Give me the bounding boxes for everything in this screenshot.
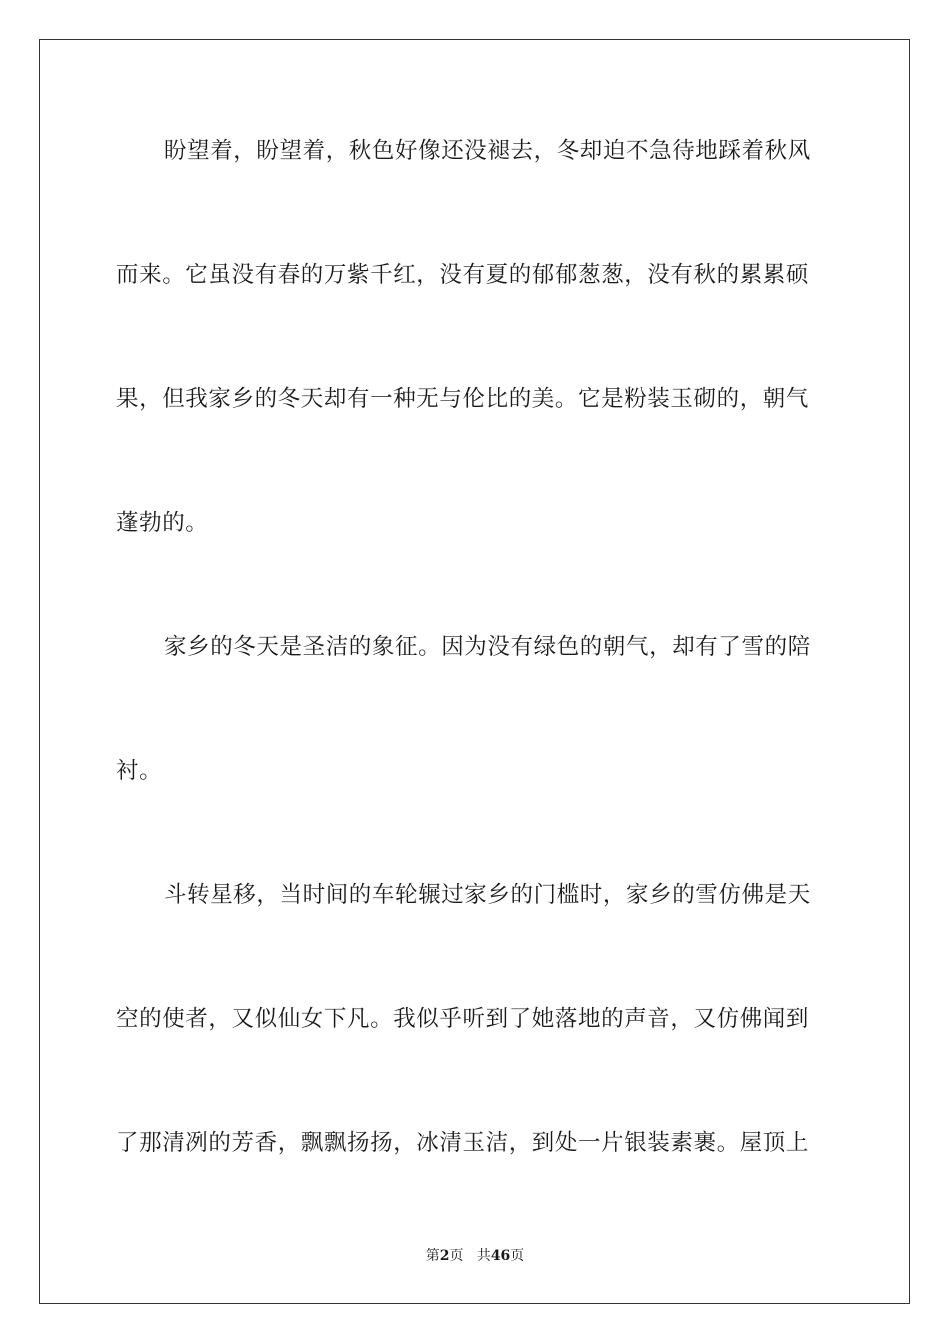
page-footer <box>0 1246 950 1266</box>
paragraph-3-line-3: 了那清冽的芳香，飘飘扬扬，冰清玉洁，到处一片银装素裹。屋顶上 <box>116 1130 810 1156</box>
paragraph-3-line-1: 斗转星移，当时间的车轮辗过家乡的门槛时，家乡的雪仿佛是天 <box>164 882 811 908</box>
paragraph-2-line-1: 家乡的冬天是圣洁的象征。因为没有绿色的朝气，却有了雪的陪 <box>164 634 811 660</box>
page-suffix: 页 <box>449 1248 464 1264</box>
paragraph-1-line-2: 而来。它虽没有春的万紫千红，没有夏的郁郁葱葱，没有秋的累累硕 <box>116 262 810 288</box>
total-suffix: 页 <box>510 1248 525 1264</box>
paragraph-1-line-4: 蓬勃的。 <box>116 510 209 536</box>
paragraph-2-line-2: 衬。 <box>116 758 163 784</box>
paragraph-3-line-2: 空的使者，又似仙女下凡。我似乎听到了她落地的声音，又仿佛闻到 <box>116 1006 810 1032</box>
paragraph-1-line-1: 盼望着，盼望着，秋色好像还没褪去，冬却迫不急待地踩着秋风 <box>164 138 811 164</box>
page-border <box>39 39 910 1304</box>
page-number: 2 <box>439 1248 450 1264</box>
total-pages: 46 <box>490 1248 511 1264</box>
paragraph-1-line-3: 果，但我家乡的冬天却有一种无与伦比的美。它是粉装玉砌的，朝气 <box>116 386 810 412</box>
page-prefix: 第 <box>425 1248 440 1264</box>
total-prefix: 共 <box>476 1248 491 1264</box>
